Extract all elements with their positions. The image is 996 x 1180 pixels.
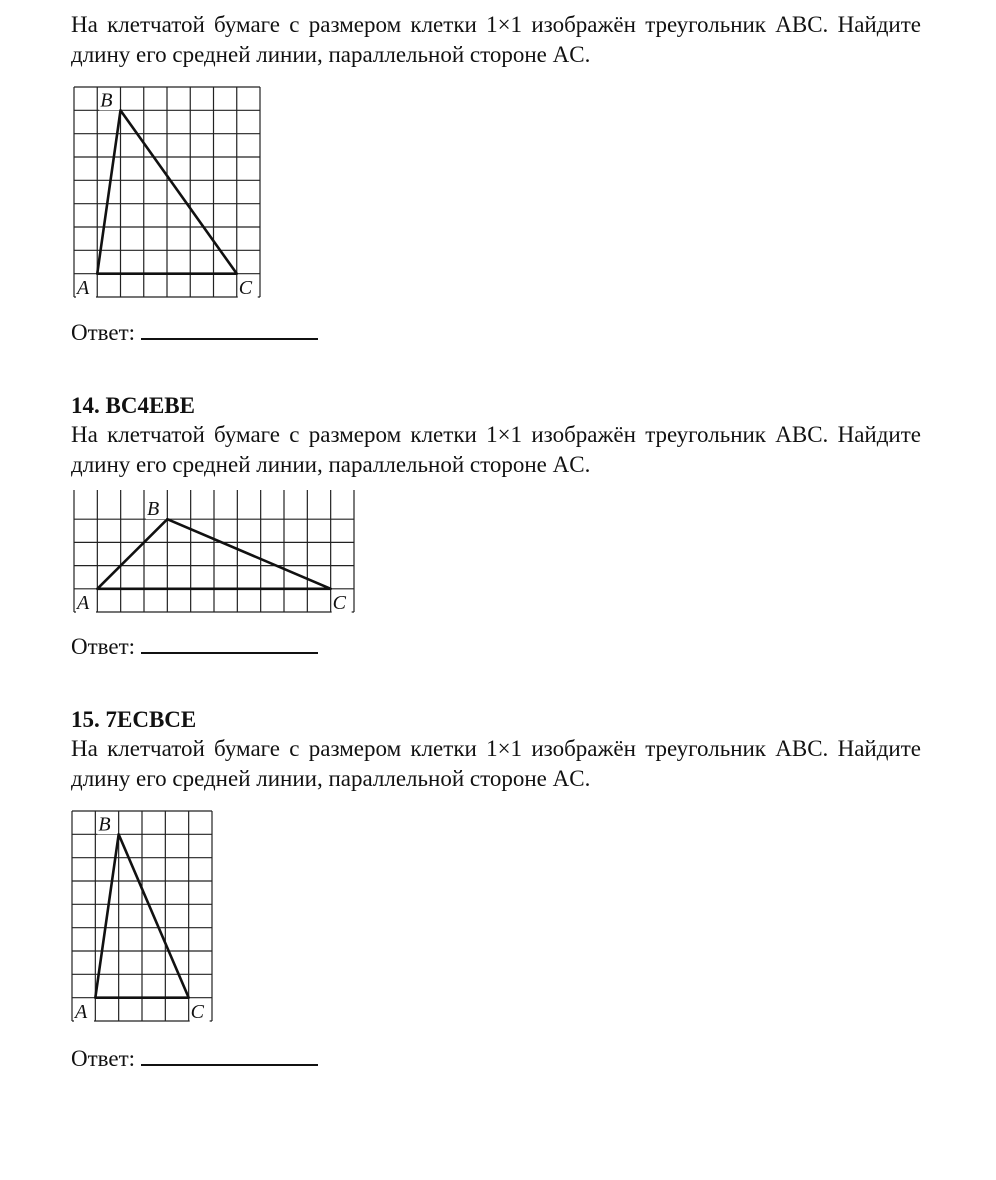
answer-row-13 xyxy=(71,316,318,347)
vertex-label-b: B xyxy=(100,89,113,112)
answer-field[interactable] xyxy=(141,316,318,340)
grid-figure-13 xyxy=(74,87,260,297)
vertex-label-b: B xyxy=(147,498,160,521)
grid-figure-15 xyxy=(72,811,212,1021)
problem-15 xyxy=(71,706,921,794)
answer-field[interactable] xyxy=(141,1042,318,1066)
problem-14 xyxy=(71,392,921,480)
vertex-label-a: A xyxy=(77,592,90,614)
answer-label: Ответ: xyxy=(71,634,136,659)
problem-heading: 14. BC4EBE xyxy=(71,393,195,418)
answer-label: Ответ: xyxy=(71,1046,136,1071)
answer-row-14 xyxy=(71,630,318,661)
problem-13 xyxy=(71,10,921,70)
vertex-label-b: B xyxy=(98,813,111,836)
answer-label: Ответ: xyxy=(71,320,136,345)
problem-heading: 15. 7ECBCE xyxy=(71,707,197,732)
grid-figure-14 xyxy=(74,496,354,612)
vertex-label-a: A xyxy=(75,1001,88,1023)
answer-row-15 xyxy=(71,1042,318,1073)
vertex-label-a: A xyxy=(77,277,90,299)
problem-text: На клетчатой бумаге с размером клетки 1×1 изображён треугольник ABC. Найдите длину его средней линии, параллельной стороне AC. xyxy=(71,12,921,67)
vertex-label-c: C xyxy=(238,277,253,299)
problem-text: На клетчатой бумаге с размером клетки 1×1 изображён треугольник ABC. Найдите длину его средней линии, параллельной стороне AC. xyxy=(71,736,921,791)
problem-text: На клетчатой бумаге с размером клетки 1×1 изображён треугольник ABC. Найдите длину его средней линии, параллельной стороне AC. xyxy=(71,422,921,477)
answer-field[interactable] xyxy=(141,630,318,654)
vertex-label-c: C xyxy=(332,592,347,614)
vertex-label-c: C xyxy=(190,1001,205,1023)
